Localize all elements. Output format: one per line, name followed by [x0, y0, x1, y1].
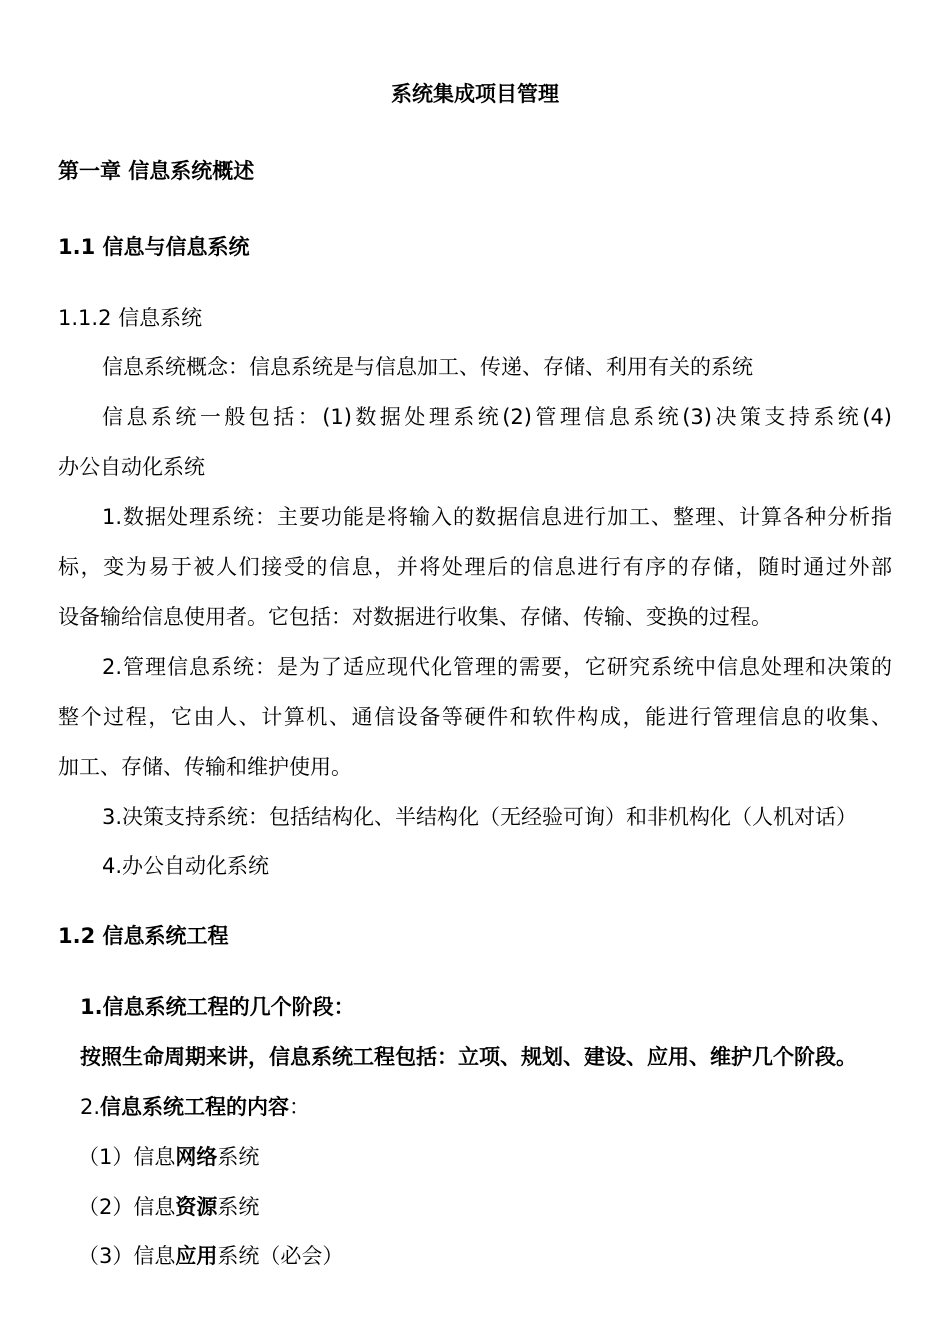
paragraph-concept: 信息系统概念：信息系统是与信息加工、传递、存储、利用有关的系统	[102, 355, 753, 379]
item1-suffix: 系统	[217, 1145, 260, 1169]
paragraph-dss: 3.决策支持系统：包括结构化、半结构化（无经验可询）和非机构化（人机对话）	[102, 805, 858, 829]
section-heading-1-1: 1.1 信息与信息系统	[58, 235, 250, 259]
item2-prefix: （2）信息	[78, 1195, 176, 1219]
paragraph-oa: 4.办公自动化系统	[102, 854, 270, 878]
item3-bold: 应用	[175, 1244, 218, 1268]
item1-bold: 网络	[175, 1145, 218, 1169]
paragraph-dps-line3: 设备输给信息使用者。它包括：对数据进行收集、存储、传输、变换的过程。	[58, 605, 772, 629]
item2-suffix: 系统	[217, 1195, 260, 1219]
paragraph-include-line2: 办公自动化系统	[58, 455, 205, 479]
document-title: 系统集成项目管理	[391, 82, 559, 106]
paragraph-stages-heading: 1.信息系统工程的几个阶段：	[80, 995, 355, 1019]
section-heading-1-2: 1.2 信息系统工程	[58, 924, 229, 948]
item3-suffix: 系统（必会）	[217, 1244, 344, 1268]
content-title: 信息系统工程的内容	[100, 1095, 290, 1119]
item3-prefix: （3）信息	[78, 1244, 176, 1268]
paragraph-mis-line3: 加工、存储、传输和维护使用。	[58, 755, 352, 779]
content-colon: ：	[289, 1095, 311, 1119]
subsection-heading-1-1-2: 1.1.2 信息系统	[58, 306, 203, 330]
paragraph-stages-body: 按照生命周期来讲，信息系统工程包括：立项、规划、建设、应用、维护几个阶段。	[80, 1045, 857, 1069]
paragraph-mis-line1: 2.管理信息系统：是为了适应现代化管理的需要，它研究系统中信息处理和决策的	[102, 655, 892, 679]
list-item-application	[78, 1242, 343, 1270]
paragraph-include-line1: 信息系统一般包括：(1)数据处理系统(2)管理信息系统(3)决策支持系统(4)	[102, 405, 892, 429]
item2-bold: 资源	[175, 1195, 218, 1219]
item1-prefix: （1）信息	[78, 1145, 176, 1169]
content-number: 2.	[80, 1095, 101, 1119]
paragraph-dps-line2: 标，变为易于被人们接受的信息，并将处理后的信息进行有序的存储，随时通过外部	[58, 555, 892, 579]
list-item-network	[78, 1143, 259, 1171]
paragraph-content-heading	[80, 1093, 310, 1121]
chapter-heading: 第一章 信息系统概述	[58, 159, 255, 183]
paragraph-dps-line1: 1.数据处理系统：主要功能是将输入的数据信息进行加工、整理、计算各种分析指	[102, 505, 892, 529]
list-item-resource	[78, 1193, 259, 1221]
paragraph-mis-line2: 整个过程，它由人、计算机、通信设备等硬件和软件构成，能进行管理信息的收集、	[58, 705, 892, 729]
